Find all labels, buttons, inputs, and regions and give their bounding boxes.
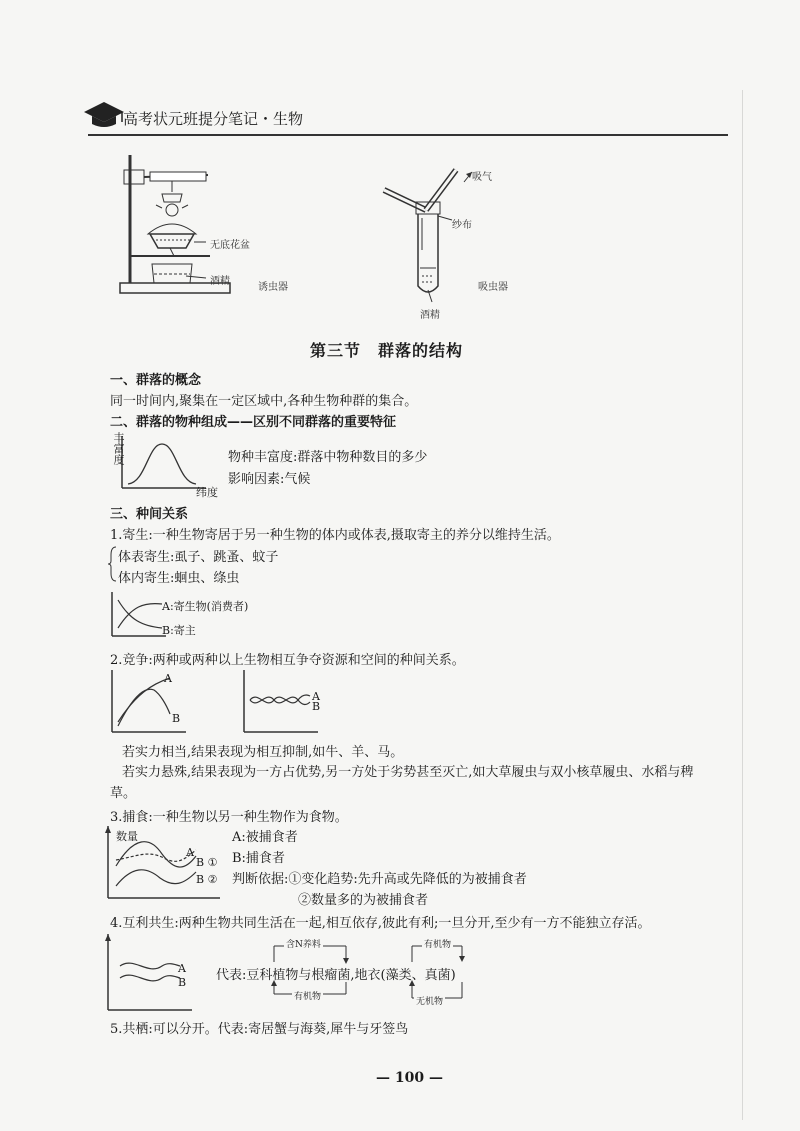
parasitism-title: 1.寄生:一种生物寄居于另一种生物的体内或体表,摄取寄主的养分以维持生活。 [110,528,560,543]
graph-xlabel-latitude: 纬度 [196,486,218,499]
label-n-nutrient: 含N养料 [284,937,323,950]
competition-label-a: A [164,672,172,685]
figure-caption-insect-trap: 诱虫器 [258,282,288,293]
label-alcohol-right: 酒精 [420,310,440,321]
label-gauze: 纱布 [452,220,472,231]
competition-graph-2 [240,670,320,736]
parasitism-legend-a: A:寄生物(消费者) [162,600,249,613]
parasitism-internal: 体内寄生:蛔虫、绦虫 [118,571,240,586]
parasitism-graph [108,592,168,642]
parasitism-brace [108,545,118,583]
competition-note-unequal: 若实力悬殊,结果表现为一方占优势,另一方处于劣势甚至灭亡,如大草履虫与双小核草履虫、水稻与稗草。 [110,765,694,801]
predation-basis-1: 判断依据:①变化趋势:先升高或先降低的为被捕食者 [232,872,527,887]
label-alcohol-left: 酒精 [210,276,230,287]
scan-edge [742,90,743,1120]
page-number: — 100 — [376,1070,443,1086]
label-organic-2: 有机物 [422,937,453,950]
predation-a-desc: A:被捕食者 [232,830,298,845]
predation-ylabel: 数量 [116,830,138,843]
commensalism-title: 5.共栖:可以分开。代表:寄居蟹与海葵,犀牛与牙签鸟 [110,1022,409,1037]
mutualism-label-b: B [178,976,187,989]
section-title: 第三节 群落的结构 [310,341,464,360]
predation-b-desc: B:捕食者 [232,851,285,866]
competition-title: 2.竞争:两种或两种以上生物相互争夺资源和空间的种间关系。 [110,653,465,668]
graph-ylabel-richness: 丰富度 [112,432,125,465]
competition-note-equal: 若实力相当,结果表现为相互抑制,如牛、羊、马。 [122,745,404,760]
competition-graph-1 [108,670,188,736]
heading-relations: 三、种间关系 [110,507,189,522]
predation-label-a: A [186,846,194,859]
label-suction: 吸气 [472,172,492,183]
predation-label-b1: B ① [196,856,218,869]
predation-title: 3.捕食:一种生物以另一种生物作为食物。 [110,810,348,825]
competition-label-a2: A [312,690,320,703]
heading-concept: 一、群落的概念 [110,373,202,388]
mutualism-title: 4.互利共生:两种生物共同生活在一起,相互依存,彼此有利;一旦分开,至少有一方不能独立存活。 [110,916,651,931]
insect-aspirator-figure [380,160,520,320]
mutualism-graph [104,934,194,1016]
label-inorganic: 无机物 [414,994,445,1007]
header-rule [88,134,728,136]
header-title: 高考状元班提分笔记・生物 [123,110,304,128]
label-bottomless-pot: 无底花盆 [210,240,250,251]
richness-factor: 影响因素:气候 [228,472,311,487]
heading-composition: 二、群落的物种组成——区别不同群落的重要特征 [110,415,397,430]
richness-definition: 物种丰富度:群落中物种数目的多少 [228,450,428,465]
concept-text: 同一时间内,聚集在一定区域中,各种生物种群的集合。 [110,394,418,409]
predation-basis-2: ②数量多的为被捕食者 [298,893,429,908]
graduation-cap-icon [82,100,126,130]
label-organic-1: 有机物 [292,989,323,1002]
figure-caption-aspirator: 吸虫器 [478,282,508,293]
competition-label-b2: B [312,700,321,713]
competition-label-b: B [172,712,181,725]
parasitism-legend-b: B:寄主 [162,624,196,637]
mutualism-example: 代表:豆科植物与根瘤菌,地衣(藻类、真菌) [216,968,456,983]
parasitism-surface: 体表寄生:虱子、跳蚤、蚊子 [118,550,279,565]
mutualism-label-a: A [178,962,186,975]
predation-label-b2: B ② [196,873,218,886]
